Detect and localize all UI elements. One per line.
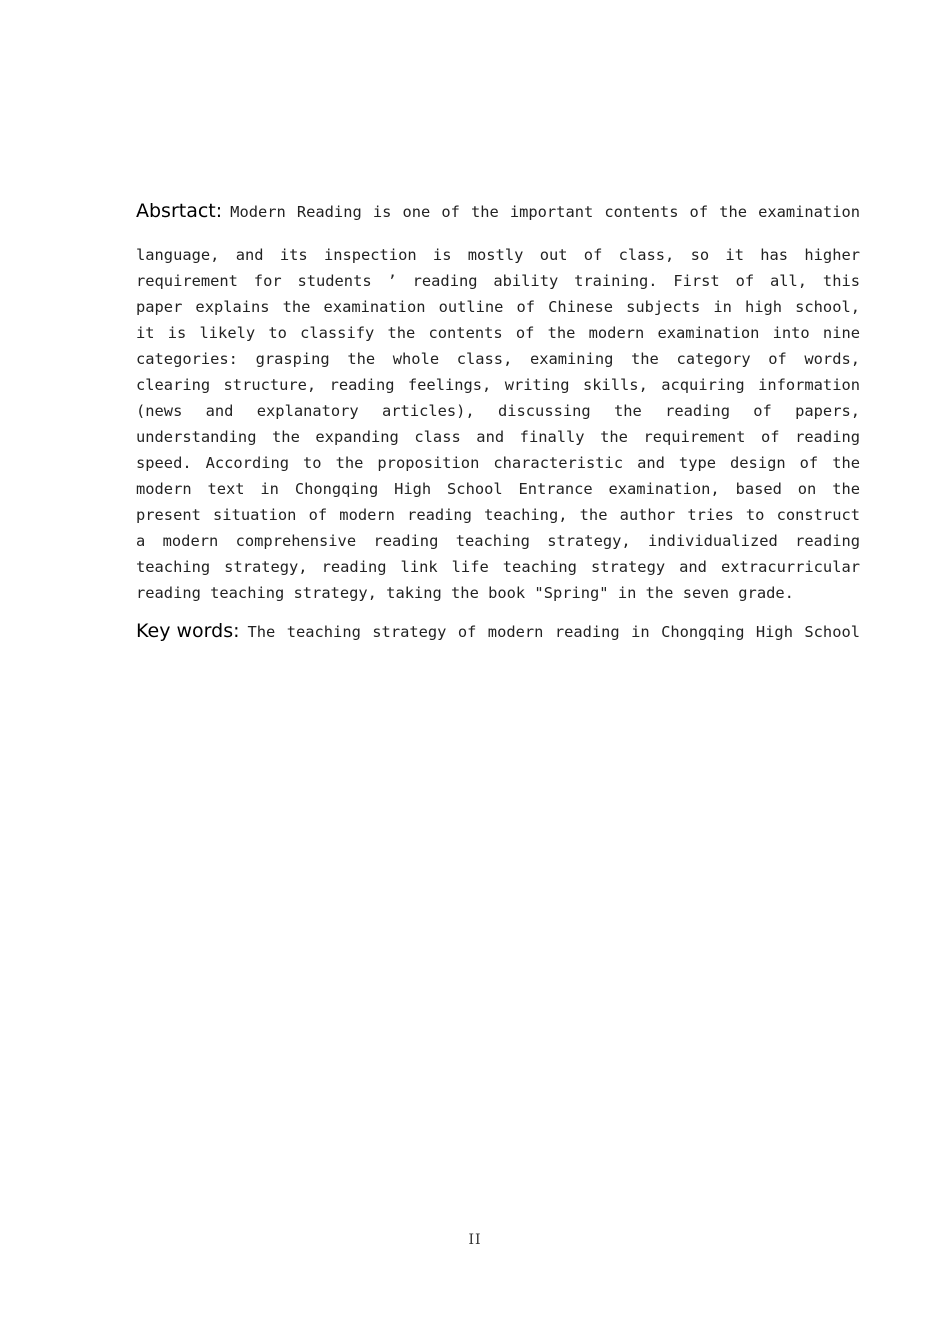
abstract-line: categories: grasping the whole class, examining the category of words, — [136, 350, 860, 368]
abstract-line: it is likely to classify the contents of the modern examination into nine — [136, 324, 860, 342]
abstract-line: reading teaching strategy, taking the book "Spring" in the seven grade. — [136, 584, 794, 602]
abstract-line: requirement for students ’ reading ability training. First of all, this — [136, 272, 860, 290]
abstract-first-line: Modern Reading is one of the important contents of the examination — [230, 203, 860, 221]
abstract-line: present situation of modern reading teaching, the author tries to construct — [136, 506, 860, 524]
abstract-section — [136, 200, 860, 642]
abstract-line: modern text in Chongqing High School Entrance examination, based on the — [136, 480, 860, 498]
abstract-line: (news and explanatory articles), discussing the reading of papers, — [136, 402, 860, 420]
abstract-line: clearing structure, reading feelings, writing skills, acquiring information — [136, 376, 860, 394]
keywords-text: The teaching strategy of modern reading in Chongqing High School — [247, 623, 860, 641]
page-number: II — [468, 1232, 482, 1248]
abstract-body — [136, 242, 860, 606]
keywords-label: Key words: — [136, 620, 240, 642]
abstract-label: Absrtact: — [136, 200, 223, 222]
abstract-heading-line — [136, 200, 860, 232]
abstract-line: a modern comprehensive reading teaching strategy, individualized reading — [136, 532, 860, 550]
keywords-line — [136, 620, 860, 642]
abstract-line: teaching strategy, reading link life teaching strategy and extracurricular — [136, 558, 860, 576]
abstract-line: paper explains the examination outline of Chinese subjects in high school, — [136, 298, 860, 316]
abstract-line: speed. According to the proposition characteristic and type design of the — [136, 454, 860, 472]
abstract-line: language, and its inspection is mostly out of class, so it has higher — [136, 246, 860, 264]
abstract-line: understanding the expanding class and finally the requirement of reading — [136, 428, 860, 446]
